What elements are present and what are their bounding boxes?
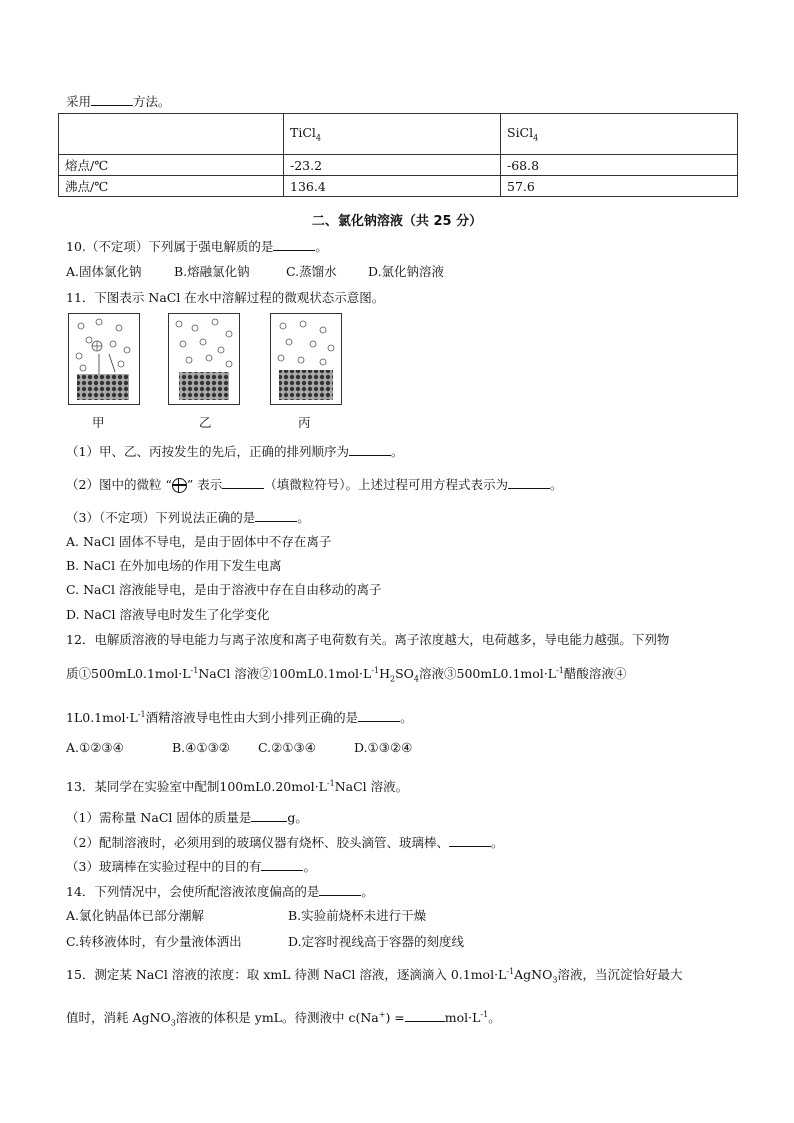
dissolution-diagram-yi [169, 314, 239, 404]
q11-option-c: C. NaCl 溶液能导电，是由于溶液中存在自由移动的离子 [66, 582, 382, 597]
q10-option-a: A.固体氯化钠 [66, 264, 142, 279]
q11-sub1 [66, 442, 403, 460]
q12-line3 [66, 708, 413, 726]
q15-line1-a: 15．测定某 NaCl 溶液的浓度：取 xmL 待测 NaCl 溶液，逐滴滴入 0.1mol·L [66, 967, 507, 982]
caption-bing: 丙 [298, 415, 311, 430]
property-table [58, 113, 738, 197]
table-cell: 136.4 [284, 176, 501, 197]
beaker-bing [270, 313, 342, 405]
q12-line2-e: 溶液③500mL0.1mol·L [419, 666, 557, 681]
q11-sub2-c: （填微粒符号）。上述过程可用方程式表示为 [264, 477, 508, 492]
subscript: 3 [170, 1018, 176, 1028]
q15-line2-a: 值时，消耗 AgNO [66, 1010, 171, 1025]
q11-stem: 11．下图表示 NaCl 在水中溶解过程的微观状态示意图。 [66, 290, 385, 305]
q13-stem-b: NaCl 溶液。 [334, 779, 409, 794]
q13-stem-a: 13．某同学在实验室中配制100mL0.20mol·L [66, 779, 327, 794]
q15-line2-c: ) = [385, 1010, 405, 1025]
table-row [59, 155, 738, 176]
q11-option-d: D. NaCl 溶液导电时发生了化学变化 [66, 607, 270, 622]
answer-blank[interactable] [222, 476, 264, 489]
caption-yi: 乙 [199, 415, 212, 430]
caption-jia: 甲 [92, 415, 105, 430]
subscript: 2 [390, 674, 396, 684]
q15-line2 [66, 1008, 501, 1028]
answer-blank[interactable] [358, 709, 400, 722]
table-header-ticl4: TiCl$_4$ [284, 114, 501, 155]
q11-sub2-a: （2）图中的微粒 “ [66, 477, 172, 492]
q14-stem-text: 14．下列情况中，会使所配溶液浓度偏高的是 [66, 884, 320, 899]
q11-sub2-end: 。 [549, 477, 563, 492]
q10-option-d: D.氯化钠溶液 [368, 264, 445, 279]
beaker-jia [68, 313, 140, 405]
q14-option-d: D.定容时视线高于容器的刻度线 [288, 934, 465, 949]
q12-line1: 12．电解质溶液的导电能力与离子浓度和离子电荷数有关。离子浓度越大，电荷越多，导电能力越强。下列物 [66, 632, 670, 647]
superscript: -1 [480, 1009, 489, 1019]
dissolution-diagram-bing [271, 314, 341, 404]
q12-line2-f: 醋酸溶液④ [563, 666, 627, 681]
q13-sub2 [66, 833, 503, 851]
q12-line2-b: NaCl 溶液②100mL0.1mol·L [198, 666, 372, 681]
intro-after: 方法。 [133, 94, 171, 109]
q11-option-b: B. NaCl 在外加电场的作用下发生电离 [66, 558, 282, 573]
q13-sub2-text: （2）配制溶液时，必须用到的玻璃仪器有烧杯、胶头滴管、玻璃棒、 [66, 835, 449, 850]
answer-blank[interactable] [508, 476, 550, 489]
beaker-yi [168, 313, 240, 405]
q12-line3-end: 。 [400, 710, 413, 725]
table-cell: 沸点/℃ [59, 176, 284, 197]
q13-sub3-end: 。 [303, 859, 316, 874]
table-header-sicl4: SiCl$_4$ [501, 114, 738, 155]
answer-blank[interactable] [319, 883, 361, 896]
q11-option-a: A. NaCl 固体不导电，是由于固体中不存在离子 [66, 534, 332, 549]
q13-sub1-text: （1）需称量 NaCl 固体的质量是 [66, 810, 252, 825]
table-header-cell [59, 114, 284, 155]
q14-option-b: B.实验前烧杯未进行干燥 [288, 908, 427, 923]
superscript: -1 [137, 709, 146, 719]
q11-sub2 [66, 475, 562, 493]
q12-option-b: B.④①③② [172, 740, 230, 755]
superscript: + [378, 1009, 386, 1019]
table-cell: 57.6 [501, 176, 738, 197]
q11-sub2-b: ” 表示 [186, 477, 223, 492]
answer-blank[interactable] [261, 858, 303, 871]
q12-line2-d: SO [395, 666, 414, 681]
q14-end: 。 [361, 884, 374, 899]
q14-stem [66, 882, 374, 900]
q12-line3-b: 酒精溶液导电性由大到小排列正确的是 [145, 710, 359, 725]
intro-before: 采用 [66, 94, 92, 109]
table-cell: -23.2 [284, 155, 501, 176]
subscript: 3 [552, 975, 558, 985]
answer-blank[interactable] [251, 809, 287, 822]
q15-line2-end: 。 [488, 1010, 501, 1025]
chloride-ion-icon [172, 478, 187, 493]
q13-sub3-text: （3）玻璃棒在实验过程中的目的有 [66, 859, 262, 874]
q13-sub2-end: 。 [490, 835, 504, 850]
answer-blank[interactable] [449, 834, 491, 847]
q10-end: 。 [315, 239, 328, 254]
q11-sub3-text: （3）（不定项）下列说法正确的是 [66, 510, 256, 525]
intro-line [66, 92, 171, 110]
q10-stem-text: 10.（不定项）下列属于强电解质的是 [66, 239, 274, 254]
q14-option-a: A.氯化钠晶体已部分潮解 [66, 908, 205, 923]
q12-line2-a: 质①500mL0.1mol·L [66, 666, 191, 681]
q15-line1-c: 溶液，当沉淀恰好最大 [557, 967, 683, 982]
q15-line2-d: mol·L [444, 1010, 481, 1025]
q15-line1 [66, 965, 682, 985]
answer-blank[interactable] [349, 443, 391, 456]
answer-blank[interactable] [273, 238, 315, 251]
q12-option-d: D.①③②④ [354, 740, 413, 755]
subscript: 4 [413, 674, 420, 684]
superscript: -1 [506, 966, 515, 976]
q14-option-c: C.转移液体时，有少量液体洒出 [66, 934, 242, 949]
table-cell: 熔点/℃ [59, 155, 284, 176]
answer-blank[interactable] [91, 93, 133, 106]
superscript: -1 [556, 665, 564, 675]
q11-sub1-end: 。 [390, 444, 404, 459]
dissolution-diagram-jia [69, 314, 139, 404]
q12-line2-c: H [379, 666, 391, 681]
answer-blank[interactable] [405, 1009, 445, 1022]
q13-sub1-end: g。 [287, 810, 308, 825]
q15-line2-b: 溶液的体积是 ymL。待测液中 c(Na [175, 1010, 379, 1025]
q10-stem [66, 237, 328, 255]
q12-line2 [66, 664, 626, 684]
table-row [59, 176, 738, 197]
superscript: -1 [326, 778, 335, 788]
q11-sub3-end: 。 [297, 510, 310, 525]
table-cell: -68.8 [501, 155, 738, 176]
section-title: 二、氯化钠溶液（共 25 分） [311, 214, 483, 229]
q10-option-b: B.熔融氯化钠 [174, 264, 250, 279]
q12-option-a: A.①②③④ [66, 740, 124, 755]
superscript: -1 [190, 665, 199, 675]
q12-line3-a: 1L0.1mol·L [66, 710, 138, 725]
table-header-row [59, 114, 738, 155]
answer-blank[interactable] [255, 509, 297, 522]
q15-line1-b: AgNO [514, 967, 553, 982]
q13-sub3 [66, 857, 316, 875]
q11-sub1-text: （1）甲、乙、丙按发生的先后，正确的排列顺序为 [66, 444, 349, 459]
q12-option-c: C.②①③④ [258, 740, 316, 755]
q10-option-c: C.蒸馏水 [286, 264, 337, 279]
q13-sub1 [66, 808, 308, 826]
q11-sub3 [66, 508, 310, 526]
superscript: -1 [371, 665, 380, 675]
q13-stem [66, 777, 408, 795]
